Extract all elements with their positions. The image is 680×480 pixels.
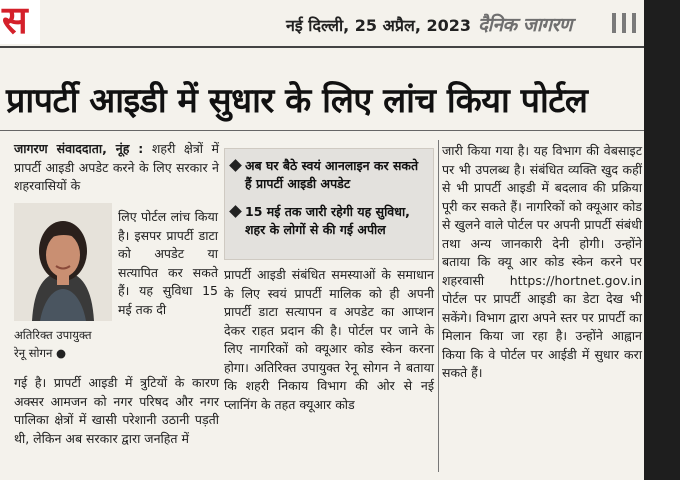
column-divider [438,140,439,472]
headline-rule [0,130,644,131]
highlight-item: 15 मई तक जारी रहेगी यह सुविधा, शहर के लोगों से की गई अपील [233,203,427,239]
official-portrait-photo [14,203,112,321]
column-1-top [14,140,219,196]
column-1-top-text: शहरी क्षेत्रों में प्रापर्टी आइडी अपडेट करने के लिए सरकार ने शहरवासियों के [14,141,219,193]
column-1-bottom: गई है। प्रापर्टी आइडी में त्रुटियों के कारण अक्सर आमजन को नगर परिषद और नगर पालिका क्षेत्रों में खासी परेशानी उठानी पड़ती थी, लेकिन अब सरकार द्वारा जनहित में [14,375,219,446]
newspaper-name: दैनिक जागरण [478,14,572,36]
article-headline: प्रापर्टी आइडी में सुधार के लिए लांच किया पोर्टल [6,81,588,121]
highlight-item: अब घर बैठे स्वयं आनलाइन कर सकते हैं प्रापर्टी आइडी अपडेट [233,157,427,193]
masthead-bars-ornament [612,13,636,33]
newspaper-logo-letter: स [2,0,28,42]
byline: जागरण संवाददाता, नूंह : [14,141,144,156]
masthead-rule [0,46,644,48]
scan-edge-strip [644,0,680,480]
photo-caption [14,326,114,362]
column-3-text: जारी किया गया है। यह विभाग की वेबसाइट पर भी उपलब्ध है। संबंधित व्यक्ति खुद कहीं से भी प्रापर्टी आइडी में बदलाव की प्रक्रिया पूरी कर सकते हैं। नागरिकों को क्यूआर कोड से खुलने वाले पोर्टल पर अपनी प्रापर्टी संबंधी तथा अन्य जानकारी देनी होगी। उन्होंने बताया कि क्यू आर कोड स्केन करने पर शहरवासी https://hortnet.gov.in पोर्टल पर प्रापर्टी आइडी का डेटा देख भी सकेंगे। विभाग द्वारा अपने स्तर पर प्रापर्टी का मिलान किया जा रहा है। उन्होंने आह्वान किया कि वे पोर्टल पर आईडी में सुधार करा सकते हैं। [442,143,642,380]
column-1-side: लिए पोर्टल लांच किया है। इसपर प्रापर्टी डाटा को अपडेट या सत्यापित कर सकते हैं। यह सुविधा 15 मई तक दी [118,209,218,317]
highlights-box [224,148,434,260]
photo-caption-name: रेनू सोगन ● [14,346,67,360]
dateline: नई दिल्ली, 25 अप्रैल, 2023 [286,16,471,35]
column-2-text: प्रापर्टी आइडी संबंधित समस्याओं के समाधान के लिए स्वयं प्रापर्टी मालिक को ही अपनी प्रापर्टी डाटा सत्यापन व अपडेट का आप्शन देकर राहत प्रदान की है। पोर्टल पर जाने के लिए नागरिकों को क्यूआर कोड स्केन करना होगा। अतिरिक्त उपायुक्त रेनू सोगन ने बताया कि शहरी निकाय विभाग की ओर से नई प्लानिंग के तहत क्यूआर कोड [224,267,434,412]
photo-caption-role: अतिरिक्त उपायुक्त [14,328,92,342]
